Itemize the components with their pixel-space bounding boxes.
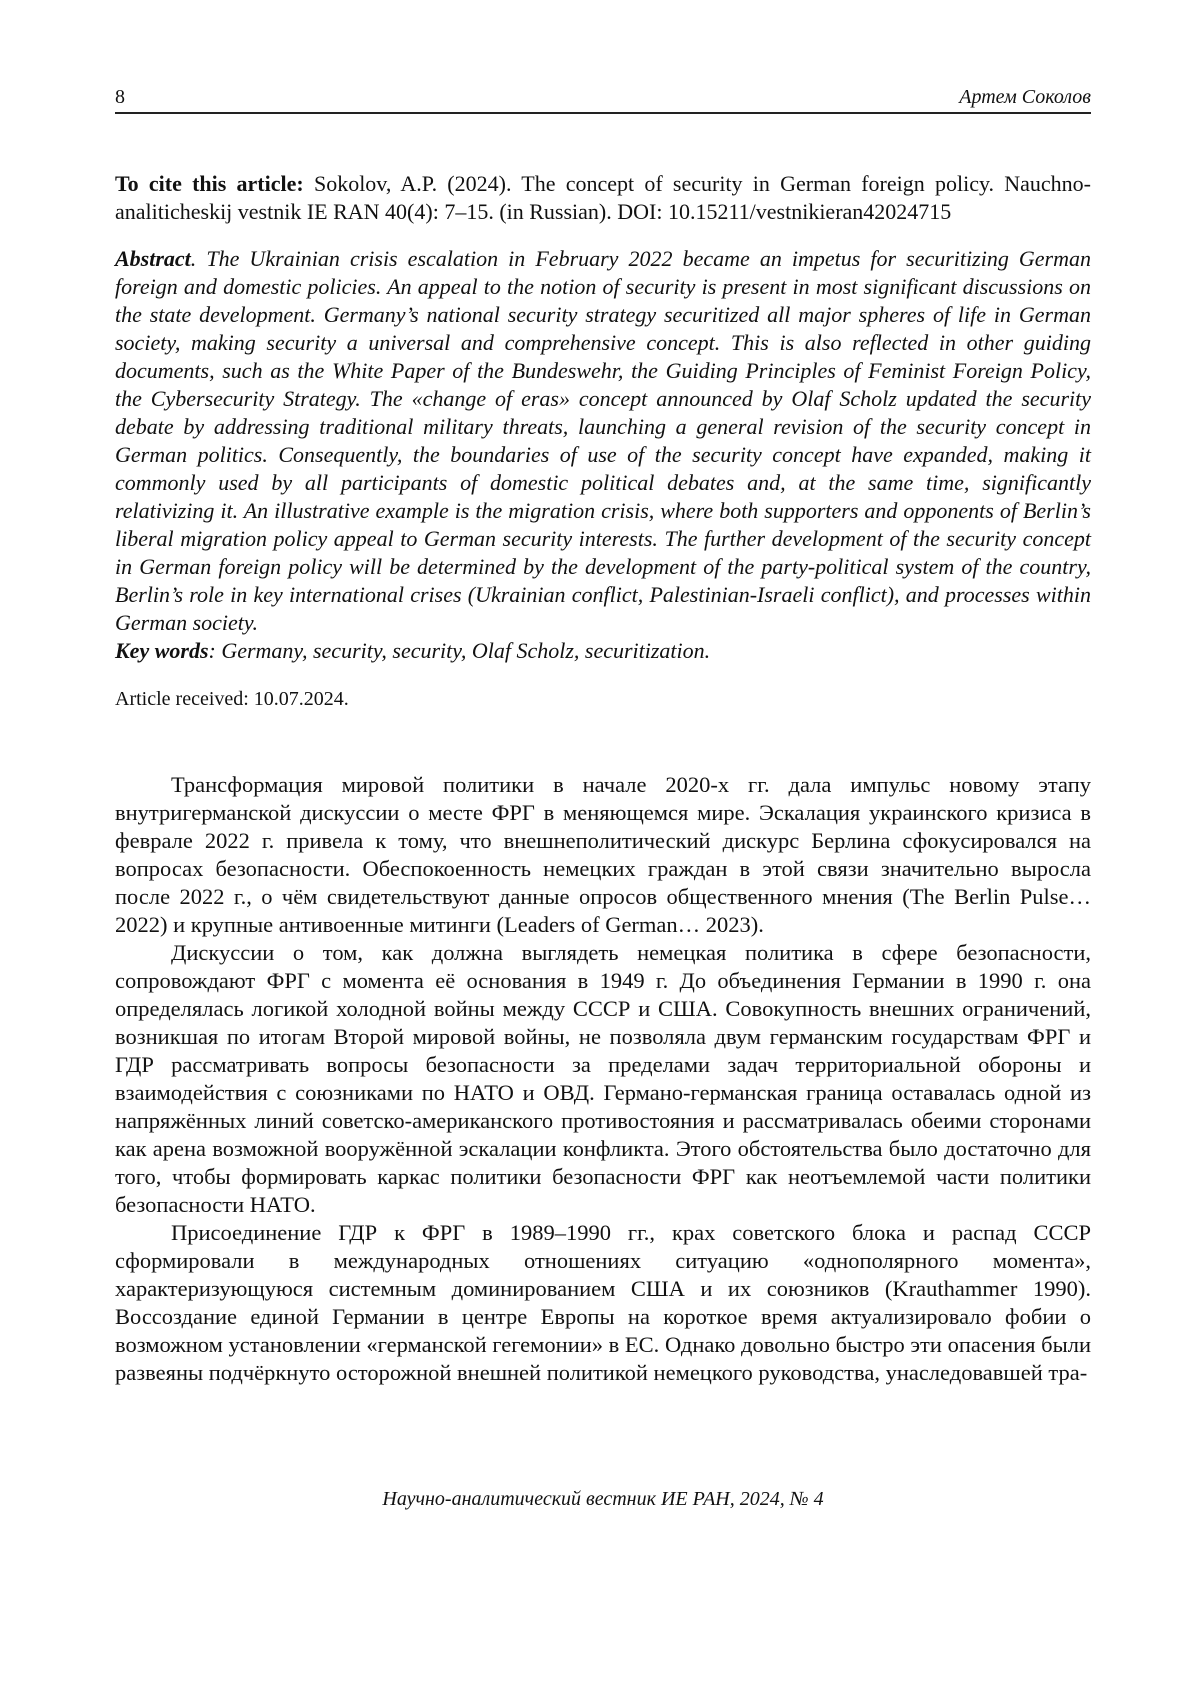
page-number: 8: [115, 86, 125, 108]
keywords-text: : Germany, security, security, Olaf Scholz, securitization.: [208, 638, 711, 663]
body-paragraph: Трансформация мировой политики в начале 2020-х гг. дала импульс новому этапу внутригерманской дискуссии о месте ФРГ в меняющемся мире. Эскалация украинского кризиса в феврале 2022 г. привела к тому, что внешнеполитический дискурс Берлина сфокусировался на вопросах безопасности. Обеспокоенность немецких граждан в этой связи значительно выросла после 2022 г., о чём свидетельствуют данные опросов общественного мнения (The Berlin Pulse… 2022) и крупные антивоенные митинги (Leaders of German… 2023).: [115, 772, 1091, 937]
article-content: [115, 170, 1091, 1387]
article-body: [115, 771, 1091, 1387]
journal-footer: Научно-аналитический вестник ИЕ РАН, 2024, № 4: [382, 1488, 824, 1510]
abstract-block: [115, 245, 1091, 637]
running-author: Артем Соколов: [959, 86, 1091, 108]
citation-text: Sokolov, A.P. (2024). The concept of security in German foreign policy. Nauchno-analiticheskij vestnik IE RAN 40(4): 7–15. (in Russian). DOI: 10.15211/vestnikieran42024715: [115, 171, 1091, 224]
article-received: Article received: 10.07.2024.: [115, 688, 349, 710]
keywords-block: [115, 637, 1091, 665]
body-paragraph: Дискуссии о том, как должна выглядеть немецкая политика в сфере безопасности, сопровождают ФРГ с момента её основания в 1949 г. До объединения Германии в 1990 г. она определялась логикой холодной войны между СССР и США. Совокупность внешних ограничений, возникшая по итогам Второй мировой войны, не позволяла двум германским государствам ФРГ и ГДР рассматривать вопросы безопасности за пределами задач территориальной обороны и взаимодействия с союзниками по НАТО и ОВД. Германо-германская граница оставалась одной из напряжённых линий советско-американского противостояния и рассматривалась обеими сторонами как арена возможной вооружённой эскалации конфликта. Этого обстоятельства было достаточно для того, чтобы формировать каркас политики безопасности ФРГ как неотъемлемой части политики безопасности НАТО.: [115, 940, 1091, 1217]
citation-label: To cite this article:: [115, 171, 304, 196]
running-header: [115, 86, 1091, 114]
citation-block: [115, 170, 1091, 226]
abstract-text: . The Ukrainian crisis escalation in February 2022 became an impetus for securitizing German foreign and domestic policies. An appeal to the notion of security is present in most significant discussions on the state development. Germany’s national security strategy securitized all major spheres of life in German society, making security a universal and comprehensive concept. This is also reflected in other guiding documents, such as the White Paper of the Bundeswehr, the Guiding Principles of Feminist Foreign Policy, the Cybersecurity Strategy. The «change of eras» concept announced by Olaf Scholz updated the security debate by addressing traditional military threats, launching a general revision of the security concept in German politics. Consequently, the boundaries of use of the security concept have expanded, making it commonly used by all participants of domestic political debates and, at the same time, significantly relativizing it. An illustrative example is the migration crisis, where both supporters and opponents of Berlin’s liberal migration policy appeal to German security interests. The further development of the security concept in German foreign policy will be determined by the development of the party-political system of the country, Berlin’s role in key international crises (Ukrainian conflict, Palestinian-Israeli conflict), and processes within German society.: [115, 246, 1091, 635]
keywords-label: Key words: [115, 638, 209, 663]
body-paragraph: Присоединение ГДР к ФРГ в 1989–1990 гг., крах советского блока и распад СССР сформировали в международных отношениях ситуацию «однополярного момента», характеризующуюся системным доминированием США и их союзников (Krauthammer 1990). Воссоздание единой Германии в центре Европы на короткое время актуализировало фобии о возможном установлении «германской гегемонии» в ЕС. Однако довольно быстро эти опасения были развеяны подчёркнуто осторожной внешней политикой немецкого руководства, унаследовавшей тра-: [115, 1220, 1091, 1385]
abstract-label: Abstract: [115, 246, 191, 271]
